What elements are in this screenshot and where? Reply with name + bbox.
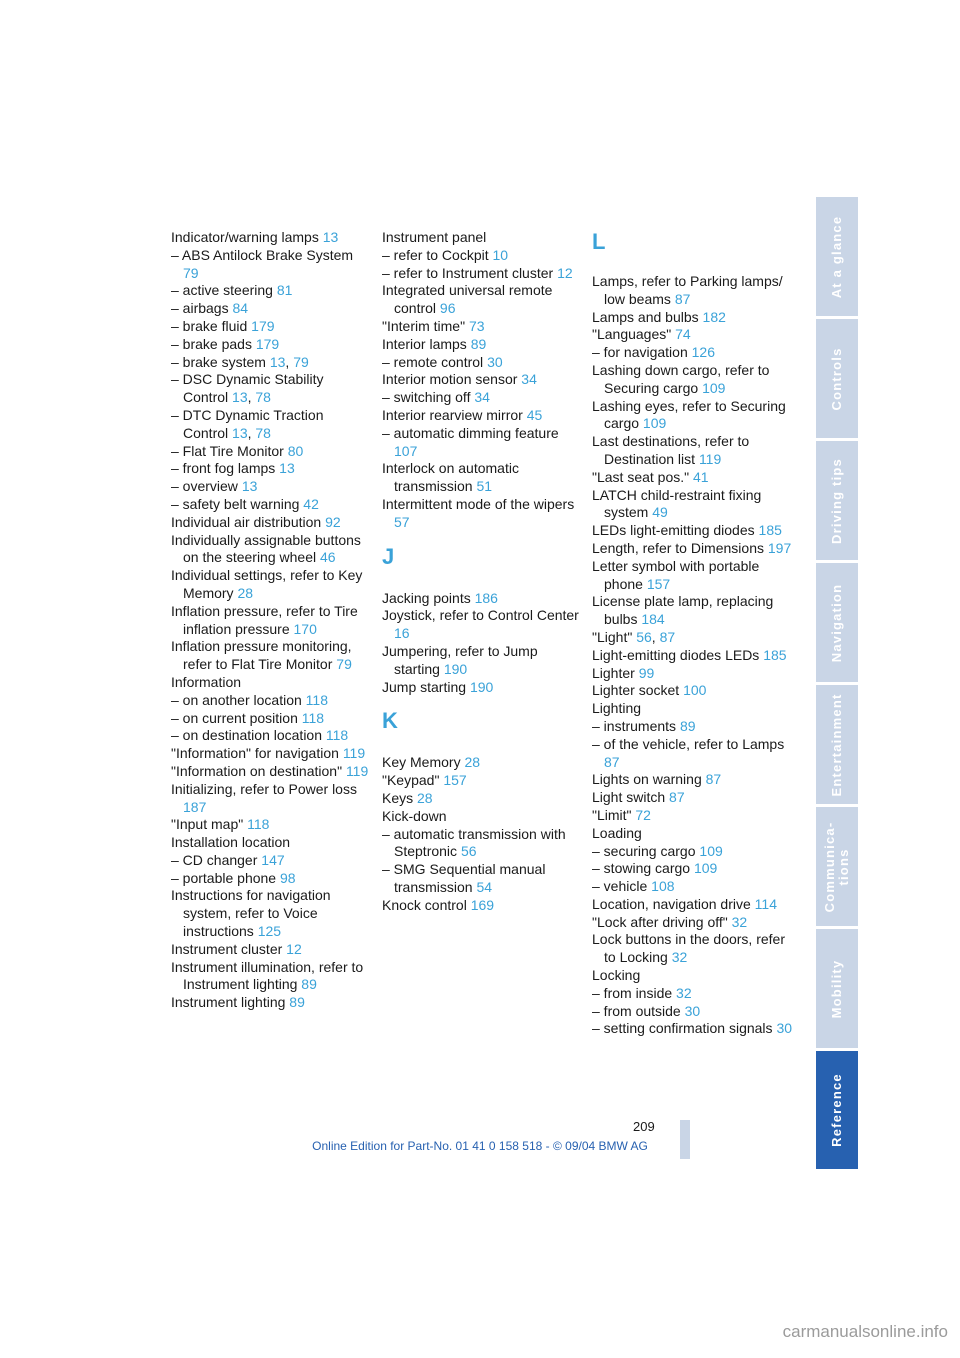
page-link[interactable]: 89: [470, 335, 487, 352]
index-entry: [382, 772, 582, 790]
page-link[interactable]: 92: [325, 513, 341, 530]
page-link[interactable]: 13: [241, 478, 258, 495]
page-link[interactable]: 81: [276, 282, 293, 299]
page-link[interactable]: 28: [237, 584, 254, 601]
index-entry-text: – brake fluid: [171, 317, 248, 334]
page-link[interactable]: 41: [693, 468, 709, 485]
index-entry-text: Installation location: [171, 834, 291, 851]
index-entry: [592, 931, 792, 967]
index-entry-text: "Languages": [592, 326, 672, 343]
index-entry: [592, 896, 792, 914]
page-link[interactable]: 30: [684, 1002, 701, 1019]
index-entry: [382, 247, 582, 265]
page-link[interactable]: 79: [183, 264, 199, 281]
index-entry: [171, 603, 371, 639]
page-link[interactable]: 109: [702, 379, 726, 396]
index-entry-text: "Keypad": [382, 772, 440, 789]
index-entry-text: – setting confirmation signals: [592, 1020, 773, 1037]
chapter-tab[interactable]: [816, 319, 858, 438]
chapter-tab-label: Communica- tions: [822, 821, 851, 912]
index-entry-text: Light-emitting diodes LEDs: [592, 646, 760, 663]
page-link[interactable]: 96: [439, 300, 456, 317]
page-link[interactable]: 187: [183, 798, 207, 815]
index-entry: [171, 887, 371, 940]
index-entry-text: Interior lamps: [382, 335, 467, 352]
page-link[interactable]: 190: [469, 678, 494, 695]
index-entry-text: – airbags: [171, 300, 229, 317]
index-entry: [592, 825, 792, 843]
index-entry: [171, 443, 371, 461]
index-entry-text: Keys: [382, 789, 414, 806]
page-link[interactable]: 45: [526, 406, 543, 423]
index-entry-text: – overview: [171, 478, 238, 495]
page-link[interactable]: 147: [261, 851, 285, 868]
page-link[interactable]: 28: [464, 754, 481, 771]
index-entry-text: Inflation pressure monitoring, refer to Flat Tire Monitor: [171, 638, 352, 673]
index-entry: [592, 344, 792, 362]
page-link[interactable]: 197: [767, 539, 792, 556]
index-entry-text: – refer to Instrument cluster: [382, 264, 554, 281]
index-entry-text: – front fog lamps: [171, 460, 276, 477]
index-entry: [592, 487, 792, 523]
index-entry: [592, 967, 792, 985]
index-entry-text: Inflation pressure, refer to Tire inflation pressure: [171, 602, 358, 637]
index-entry-text: – of the vehicle, refer to Lamps: [592, 735, 785, 752]
index-entry-text: – active steering: [171, 282, 273, 299]
index-entry-text: Joystick, refer to Control Center: [382, 607, 579, 624]
index-entry-text: Integrated universal remote control: [382, 282, 553, 317]
index-entry: [382, 861, 582, 897]
chapter-tabs: [816, 197, 858, 1172]
index-entry-text: – from inside: [592, 984, 673, 1001]
index-entry: [592, 309, 792, 327]
index-entry: [382, 590, 582, 608]
page-link[interactable]: 184: [641, 611, 665, 628]
page-link[interactable]: 78: [255, 389, 271, 406]
page-link[interactable]: 42: [303, 495, 319, 512]
page-link[interactable]: 56: [460, 843, 477, 860]
index-entry-text: Information: [171, 673, 242, 690]
index-entry-text: – automatic dimming feature: [382, 424, 559, 441]
page-link[interactable]: 79: [293, 353, 309, 370]
index-entry-text: Lamps and bulbs: [592, 308, 699, 325]
page-link[interactable]: 56: [636, 628, 652, 645]
page-link[interactable]: 87: [669, 789, 685, 806]
index-entry: [382, 790, 582, 808]
index-entry-text: Jacking points: [382, 589, 471, 606]
index-entry-text: Letter symbol with portable phone: [592, 557, 760, 592]
index-entry: [171, 941, 371, 959]
index-entry: – DSC Dynamic Stability Control 13, 78: [171, 371, 324, 406]
page-link[interactable]: 13: [322, 229, 339, 245]
page-link[interactable]: 185: [758, 522, 782, 539]
index-entry-text: Individual settings, refer to Key Memory: [171, 567, 363, 601]
chapter-tab[interactable]: [816, 929, 858, 1048]
index-entry-text: Loading: [592, 824, 642, 841]
page-link[interactable]: 79: [336, 656, 352, 673]
page-link[interactable]: 51: [476, 478, 493, 495]
index-entry: [592, 326, 792, 344]
index-entry-text: Lighter socket: [592, 682, 680, 699]
index-entry: [592, 558, 792, 594]
index-group-j: [382, 590, 582, 697]
page-link[interactable]: 54: [476, 878, 493, 895]
page-link[interactable]: 157: [443, 772, 467, 789]
index-entry-text: "Limit": [592, 806, 632, 823]
chapter-tab-label: Reference: [829, 1073, 844, 1147]
page-link[interactable]: 16: [394, 625, 410, 642]
index-entry-text: License plate lamp, replacing bulbs: [592, 593, 774, 628]
index-entry: [171, 638, 371, 674]
index-entry-text: Location, navigation drive: [592, 895, 751, 912]
index-entry: [592, 1003, 792, 1021]
index-entry-text: "Light": [592, 628, 633, 645]
index-entry: [382, 336, 582, 354]
index-entry: "Light" 56, 87: [592, 628, 676, 645]
index-entry: [592, 682, 792, 700]
index-entry: [592, 398, 792, 434]
index-entry-text: Initializing, refer to Power loss: [171, 780, 357, 797]
page-link[interactable]: 118: [301, 709, 325, 726]
footer-edition-note: Online Edition for Part-No. 01 41 0 158 518 - © 09/04 BMW AG: [312, 1139, 648, 1153]
watermark: carmanualsonline.info: [782, 1322, 948, 1341]
index-entry: [171, 781, 371, 817]
index-entry-text: Lighter: [592, 664, 635, 681]
index-entry: [382, 265, 582, 283]
index-entry: [592, 593, 792, 629]
page-link[interactable]: 118: [325, 727, 349, 744]
page-link[interactable]: 98: [279, 869, 296, 886]
index-entry-text: "Input map": [171, 816, 244, 833]
index-entry-text: – instruments: [592, 717, 677, 734]
index-entry-text: Interior rearview mirror: [382, 406, 523, 423]
index-entry: [592, 469, 792, 487]
index-entry: [171, 318, 371, 336]
index-entry-text: – refer to Cockpit: [382, 246, 489, 263]
index-column-3: [592, 229, 792, 1038]
page-link[interactable]: 109: [699, 842, 723, 859]
index-entry-text: Jump starting: [382, 678, 467, 695]
index-entry: [171, 727, 371, 745]
chapter-tab-label: Controls: [829, 346, 844, 411]
index-entry: [171, 282, 371, 300]
index-entry: [171, 710, 371, 728]
page-link[interactable]: 34: [474, 389, 490, 406]
index-entry: – brake system 13, 79: [171, 353, 309, 370]
page-link[interactable]: 126: [691, 344, 715, 361]
page-link[interactable]: 157: [646, 575, 671, 592]
index-entry: [171, 852, 371, 870]
index-entry-text: Individually assignable buttons on the steering wheel: [171, 531, 361, 566]
index-entry-text: Lock buttons in the doors, refer to Locking: [592, 931, 785, 966]
index-entry-text: – portable phone: [171, 869, 277, 886]
index-entry: [592, 647, 792, 665]
index-entry-text: Jumpering, refer to Jump starting: [382, 642, 538, 677]
index-group-k: [382, 754, 582, 914]
page-link[interactable]: 46: [319, 549, 336, 566]
index-entry: [171, 336, 371, 354]
index-entry: [382, 354, 582, 372]
page-link[interactable]: 182: [702, 308, 726, 325]
index-entry-text: – on current position: [171, 709, 298, 726]
index-entry-text: Indicator/warning lamps: [171, 229, 319, 245]
index-entry: [382, 460, 582, 496]
index-entry-text: Individual air distribution: [171, 513, 322, 530]
page-link[interactable]: 87: [674, 290, 691, 307]
page-link[interactable]: 118: [305, 691, 328, 708]
page-link[interactable]: 109: [642, 415, 667, 432]
index-entry-text: – brake pads: [171, 335, 252, 352]
index-entry: [592, 736, 792, 772]
page-link[interactable]: 84: [232, 300, 249, 317]
page-link[interactable]: 186: [474, 589, 498, 606]
index-entry-text: Key Memory: [382, 754, 461, 771]
index-entry-text: – safety belt warning: [171, 495, 300, 512]
index-entry-text: – brake system: [171, 353, 266, 370]
index-entry: [592, 522, 792, 540]
page-link[interactable]: 12: [557, 264, 573, 281]
index-column-2: [382, 229, 582, 915]
page-link[interactable]: 30: [776, 1020, 793, 1037]
page-link[interactable]: 80: [287, 442, 304, 459]
index-entry-text: Instrument illumination, refer to Instrument lighting: [171, 958, 364, 993]
index-entry: [171, 247, 371, 283]
page-link[interactable]: 89: [679, 717, 696, 734]
page-link[interactable]: 78: [255, 424, 271, 441]
index-entry: [382, 389, 582, 407]
index-entry-text: – on another location: [171, 691, 302, 708]
index-entry: [592, 985, 792, 1003]
index-entry-text: – from outside: [592, 1002, 681, 1019]
index-entry: [592, 540, 792, 558]
index-entry: [592, 433, 792, 469]
index-entry: [592, 914, 792, 932]
page-link[interactable]: 34: [521, 371, 537, 388]
page-link[interactable]: 89: [289, 994, 305, 1011]
index-entry: [592, 771, 792, 789]
index-entry: [171, 496, 371, 514]
index-entry: [171, 532, 371, 568]
page-link[interactable]: 89: [301, 976, 317, 993]
page-link[interactable]: 74: [675, 326, 691, 343]
index-entry-text: – CD changer: [171, 851, 258, 868]
index-group-l: [592, 273, 792, 1038]
index-entry: [592, 700, 792, 718]
index-entry: [592, 843, 792, 861]
index-entry: [171, 959, 371, 995]
page-link[interactable]: 100: [683, 682, 707, 699]
index-entry: [592, 1020, 792, 1038]
page-link[interactable]: 107: [394, 442, 418, 459]
index-entry-text: Interior motion sensor: [382, 371, 518, 388]
chapter-tab-label: At a glance: [829, 215, 844, 298]
page-link[interactable]: 109: [693, 860, 718, 877]
index-entry-text: – automatic transmission with Steptronic: [382, 825, 566, 860]
page-link[interactable]: 32: [671, 949, 688, 966]
index-entry: [382, 425, 582, 461]
chapter-tab[interactable]: [816, 563, 858, 682]
index-entry: [171, 692, 371, 710]
section-letter-j: J: [382, 543, 395, 569]
page-link[interactable]: 13: [232, 424, 248, 441]
chapter-tab-label: Mobility: [829, 959, 844, 1018]
index-entry: [382, 496, 582, 532]
index-entry: [171, 994, 371, 1012]
index-entry-text: – on destination location: [171, 727, 322, 744]
index-entry-text: – remote control: [382, 353, 484, 370]
page-link[interactable]: 10: [492, 246, 509, 263]
index-entry-text: Lashing eyes, refer to Securing cargo: [592, 397, 786, 432]
page-link[interactable]: 28: [417, 789, 433, 806]
page-link[interactable]: 190: [443, 660, 468, 677]
page-link[interactable]: 99: [638, 664, 655, 681]
index-entry-text: Locking: [592, 967, 641, 984]
index-entry-text: – DTC Dynamic Traction Control: [171, 406, 324, 441]
chapter-tab-label: Navigation: [829, 583, 844, 662]
index-entry: [592, 665, 792, 683]
index-entry: [592, 878, 792, 896]
index-entry: [171, 460, 371, 478]
page-link[interactable]: 87: [604, 753, 620, 770]
index-entry-text: Lighting: [592, 700, 642, 717]
page-link[interactable]: 13: [232, 389, 248, 406]
chapter-tab[interactable]: [816, 685, 858, 804]
index-entry-text: Instrument panel: [382, 229, 487, 245]
index-entry-text: Light switch: [592, 789, 666, 806]
index-entry: [382, 282, 582, 318]
index-entry: [592, 807, 792, 825]
index-entry-text: Instrument cluster: [171, 940, 283, 957]
index-entry-text: "Last seat pos.": [592, 468, 690, 485]
index-entry: [382, 407, 582, 425]
index-entry-text: "Information" for navigation: [171, 745, 339, 762]
index-entry-text: Length, refer to Dimensions: [592, 539, 764, 556]
index-entry-text: – securing cargo: [592, 842, 696, 859]
index-entry-text: Lashing down cargo, refer to Securing cargo: [592, 361, 770, 396]
index-entry-text: Lights on warning: [592, 771, 702, 788]
index-entry-text: Kick-down: [382, 807, 447, 824]
page-link[interactable]: 170: [293, 620, 317, 637]
page-link[interactable]: 119: [698, 450, 722, 467]
page-link[interactable]: 30: [487, 353, 503, 370]
chapter-tab[interactable]: [816, 197, 858, 316]
index-entry: [592, 789, 792, 807]
index-entry-text: – stowing cargo: [592, 860, 691, 877]
page-link[interactable]: 185: [763, 646, 787, 663]
index-entry-text: – switching off: [382, 389, 471, 406]
index-entry-text: – for navigation: [592, 344, 688, 361]
index-entry: [382, 754, 582, 772]
page-link[interactable]: 12: [286, 940, 302, 957]
index-entry-text: "Information on destination": [171, 762, 343, 779]
index-column-1: [171, 229, 371, 1012]
index-entry: [171, 478, 371, 496]
page-link[interactable]: 72: [635, 806, 651, 823]
index-entry: [382, 808, 582, 826]
index-entry: [171, 567, 371, 603]
index-entry-text: Intermittent mode of the wipers: [382, 495, 575, 512]
index-entry-text: Instrument lighting: [171, 994, 286, 1011]
page-number: 209: [633, 1119, 655, 1134]
index-entry-text: Interlock on automatic transmission: [382, 460, 519, 495]
page-link[interactable]: 179: [255, 335, 280, 352]
page-link[interactable]: 57: [394, 513, 410, 530]
index-entry: [171, 870, 371, 888]
index-entry: [171, 300, 371, 318]
page-link[interactable]: 49: [652, 504, 668, 521]
section-letter-l: L: [592, 229, 606, 254]
page-link[interactable]: 32: [676, 984, 692, 1001]
index-entry-text: – SMG Sequential manual transmission: [382, 861, 546, 895]
page-link[interactable]: 87: [705, 771, 722, 788]
index-entry: [382, 607, 582, 643]
page-link[interactable]: 13: [279, 460, 295, 477]
index-entry-text: – ABS Antilock Brake System: [171, 246, 354, 263]
page-link[interactable]: 108: [651, 878, 675, 895]
page-link[interactable]: 87: [659, 628, 676, 645]
page-link[interactable]: 119: [345, 762, 369, 779]
section-letter-k: K: [382, 708, 398, 734]
index-entry: [592, 362, 792, 398]
index-entry-text: Lamps, refer to Parking lamps/ low beams: [592, 273, 783, 307]
index-entry-text: "Interim time": [382, 317, 466, 334]
index-entry-text: Last destinations, refer to Destination list: [592, 433, 750, 467]
page-link[interactable]: 118: [247, 816, 270, 833]
chapter-tab[interactable]: [816, 807, 858, 926]
index-entry: [382, 643, 582, 679]
index-entry: [382, 318, 582, 336]
index-entry: [171, 763, 371, 781]
index-entry: [382, 229, 582, 247]
index-entry-text: – DSC Dynamic Stability Control: [171, 371, 324, 406]
index-group-i: [382, 229, 582, 532]
index-entry: [171, 745, 371, 763]
page-link[interactable]: 179: [251, 317, 275, 334]
index-entry-text: LEDs light-emitting diodes: [592, 522, 755, 539]
index-entry: [592, 273, 792, 309]
index-entry: [382, 826, 582, 862]
page-link[interactable]: 119: [342, 745, 366, 762]
index-entry-text: – vehicle: [592, 878, 648, 895]
page-link[interactable]: 114: [754, 895, 777, 912]
chapter-tab-label: Entertainment: [829, 692, 844, 797]
chapter-tab-label: Driving tips: [829, 457, 844, 544]
index-entry-text: LATCH child-restraint fixing system: [592, 486, 762, 521]
index-entry: [382, 897, 582, 915]
chapter-tab[interactable]: [816, 441, 858, 560]
index-entry: [171, 816, 371, 834]
index-entry: [171, 514, 371, 532]
page-link[interactable]: 73: [468, 317, 485, 334]
index-entry-text: Instructions for navigation system, refer to Voice instructions: [171, 887, 331, 940]
page-link[interactable]: 125: [257, 923, 282, 940]
page-link[interactable]: 169: [470, 896, 495, 913]
page-link[interactable]: 13: [269, 353, 286, 370]
index-entry: [382, 679, 582, 697]
index-entry-text: "Lock after driving off": [592, 913, 728, 930]
index-entry-text: Knock control: [382, 896, 467, 913]
index-entry: [171, 834, 371, 852]
index-entry: [592, 718, 792, 736]
index-entry: [592, 860, 792, 878]
index-entry: – DTC Dynamic Traction Control 13, 78: [171, 406, 324, 441]
page-link[interactable]: 32: [731, 913, 748, 930]
index-entry-text: – Flat Tire Monitor: [171, 442, 284, 459]
index-entry: [171, 229, 371, 247]
index-entry: [171, 674, 371, 692]
index-entry: [382, 371, 582, 389]
